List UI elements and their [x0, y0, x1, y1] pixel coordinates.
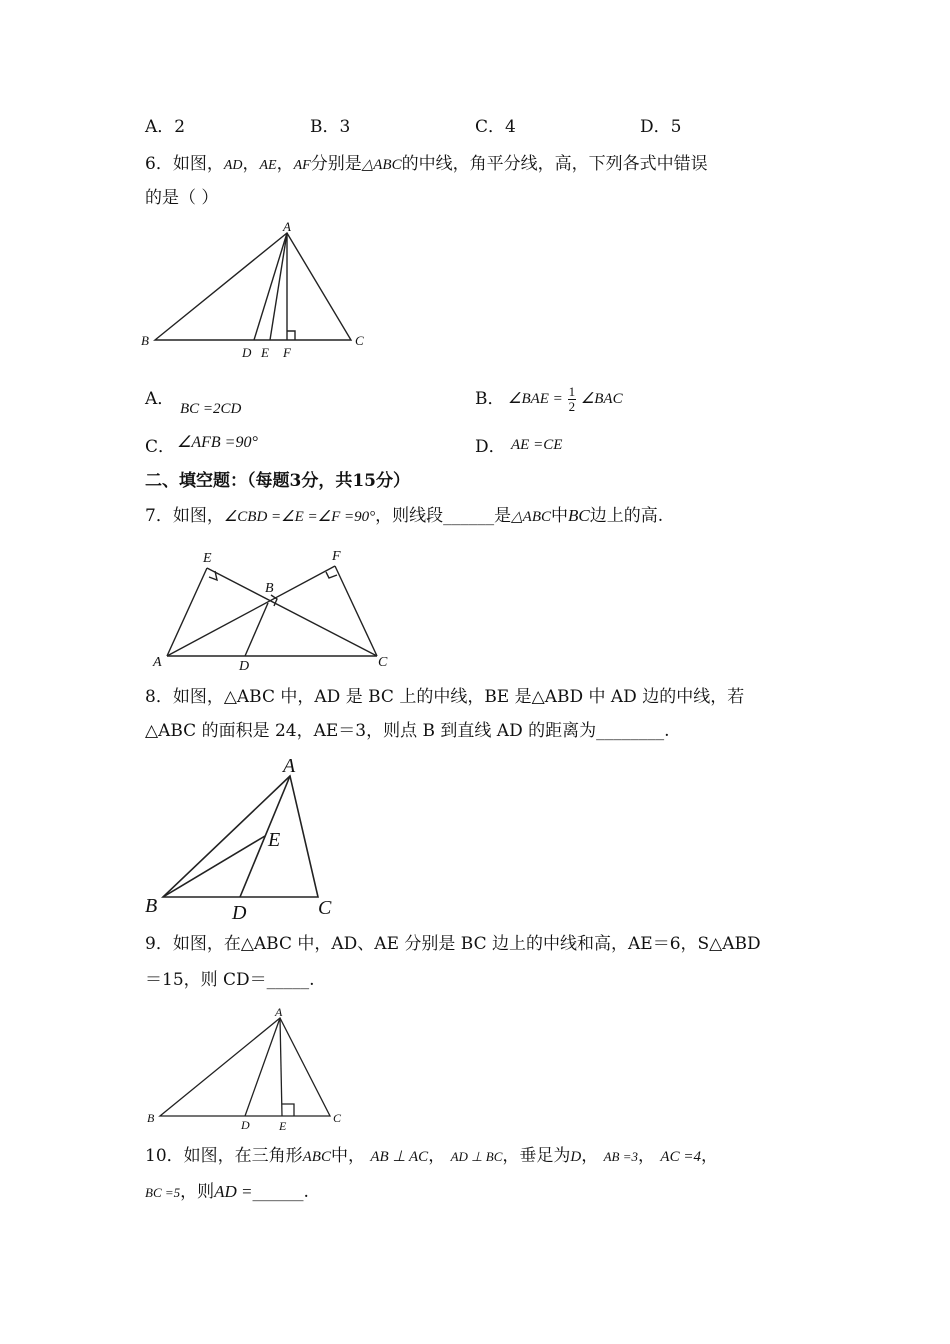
q9-label-b: B	[147, 1111, 155, 1125]
q6-option-d-label: D．	[475, 437, 506, 457]
q9-label-c: C	[333, 1111, 342, 1125]
q6-label-b: B	[141, 333, 149, 348]
q8-label-b: B	[145, 895, 158, 917]
section-heading: 二、填空题：（每题3分，共15分）	[145, 471, 410, 491]
q6-option-a-label: A．	[145, 389, 175, 409]
q8-label-c: C	[318, 897, 332, 919]
q7-label-d: D	[239, 659, 250, 674]
q6-option-d: AE =CE	[511, 437, 563, 453]
q6-label-f: F	[283, 345, 291, 360]
q6-option-a: BC =2CD	[180, 401, 242, 417]
q7-label-b: B	[265, 581, 274, 596]
q6-label-a: A	[283, 219, 291, 234]
q6-question-line1: 6．如图，AD，AE，AF分别是△ABC的中线，角平分线，高，下列各式中错误	[145, 154, 708, 174]
q5-option-d: D．5	[640, 117, 682, 137]
q10-question-line1: 10．如图，在三角形ABC中， AB ⊥ AC， AD ⊥ BC，垂足为D， AB =3， AC =4，	[145, 1146, 718, 1166]
q7-label-f: F	[332, 549, 341, 564]
q6-option-b-label: B．	[475, 389, 505, 409]
q7-question: 7．如图，∠CBD =∠E =∠F =90°，则线段______是△ABC中BC边上的高.	[145, 506, 664, 526]
q8-question-line1: 8．如图，△ABC 中，AD 是 BC 上的中线，BE 是△ABD 中 AD 边的中线，若	[145, 687, 745, 707]
q6-option-c-label: C．	[145, 437, 176, 457]
q8-label-a: A	[283, 755, 296, 777]
q9-question-line1: 9．如图，在△ABC 中，AD、AE 分别是 BC 边上的中线和高，AE＝6，S△ABD	[145, 934, 761, 954]
q7-label-c: C	[378, 655, 388, 670]
q6-label-c: C	[355, 333, 364, 348]
q5-option-c: C．4	[475, 117, 516, 137]
q5-option-a: A．2	[145, 117, 186, 137]
q9-label-d: D	[241, 1118, 250, 1132]
q7-label-a: A	[153, 655, 162, 670]
q8-question-line2: △ABC 的面积是 24，AE＝3，则点 B 到直线 AD 的距离为________.	[145, 721, 670, 741]
q6-label-d: D	[242, 345, 252, 360]
q9-label-e: E	[279, 1119, 287, 1133]
q6-option-b: ∠BAE = $\frac{1}{2}$ ∠BAC	[508, 384, 623, 414]
q6-option-c: ∠AFB =90°	[177, 434, 258, 451]
q9-question-line2: ＝15，则 CD＝_____.	[145, 970, 315, 990]
q5-option-b: B．3	[310, 117, 351, 137]
q8-label-e: E	[268, 829, 281, 851]
q10-question-line2: BC =5，则AD =______.	[145, 1182, 309, 1202]
q9-label-a: A	[275, 1005, 283, 1019]
q8-label-d: D	[232, 902, 247, 924]
q6-label-e: E	[261, 345, 269, 360]
q6-question-line2: 的是（ ）	[145, 188, 219, 208]
q7-label-e: E	[203, 551, 212, 566]
